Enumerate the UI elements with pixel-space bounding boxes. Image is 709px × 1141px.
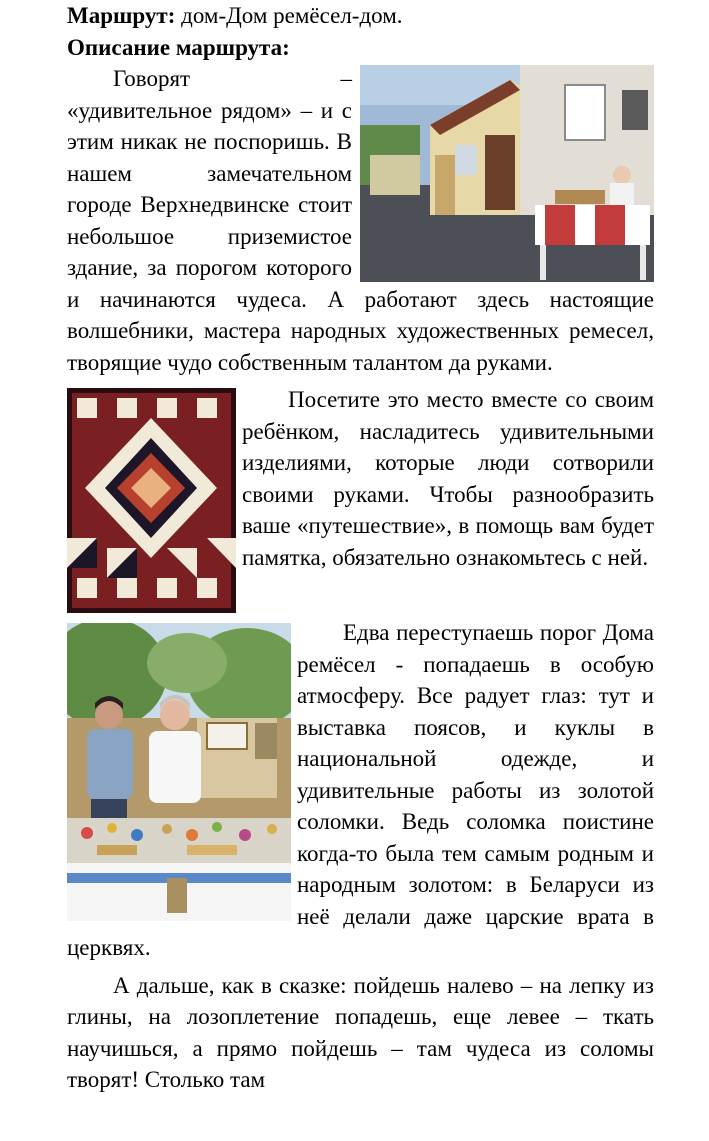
craftswomen-exhibition-photo bbox=[67, 623, 291, 921]
route-value: дом-Дом ремёсел-дом. bbox=[175, 3, 403, 28]
route-label: Маршрут: bbox=[67, 3, 176, 28]
paragraph-3: Едва переступаешь порог Дома ремёсел - попадаешь в особую атмосферу. Все радует глаз: тут и выставка поясов, и куклы в национальной одежде, и удивительные работы из золотой соломки. Ведь соломка поистине когда-то была тем самым родным и народным золотом: в Беларуси из неё делали даже царские врата в церквях. bbox=[67, 620, 654, 960]
document-page bbox=[67, 0, 654, 1096]
paragraph-4: А дальше, как в сказке: пойдешь налево – на лепку из глины, на лозоплетение попадешь, еще левее – ткать научишься, а прямо пойдешь – там чудеса из соломы творят! Столько там bbox=[67, 972, 654, 1092]
description-heading: Описание маршрута: bbox=[67, 34, 290, 60]
paragraph-2: Посетите это место вместе со своим ребёнком, насладитесь удивительными изделиями, которые люди сотворили своими руками. Чтобы разнообразить ваше «путешествие», в помощь вам будет памятка, обязательно ознакомьтесь с ней. bbox=[242, 387, 654, 570]
paragraph-1: Говорят – «удивительное рядом» – и с этим никак не поспоришь. В нашем замечательном городе Верхнедвинске стоит небольшое приземистое здание, за порогом которого и начинаются чудеса. А работают здесь настоящие волшебники, мастера народных художественных ремесел, творящие чудо собственным талантом да руками. bbox=[67, 66, 654, 375]
route-line bbox=[67, 0, 654, 32]
craft-house-building-photo bbox=[360, 65, 654, 282]
patchwork-quilt-photo bbox=[67, 388, 236, 613]
